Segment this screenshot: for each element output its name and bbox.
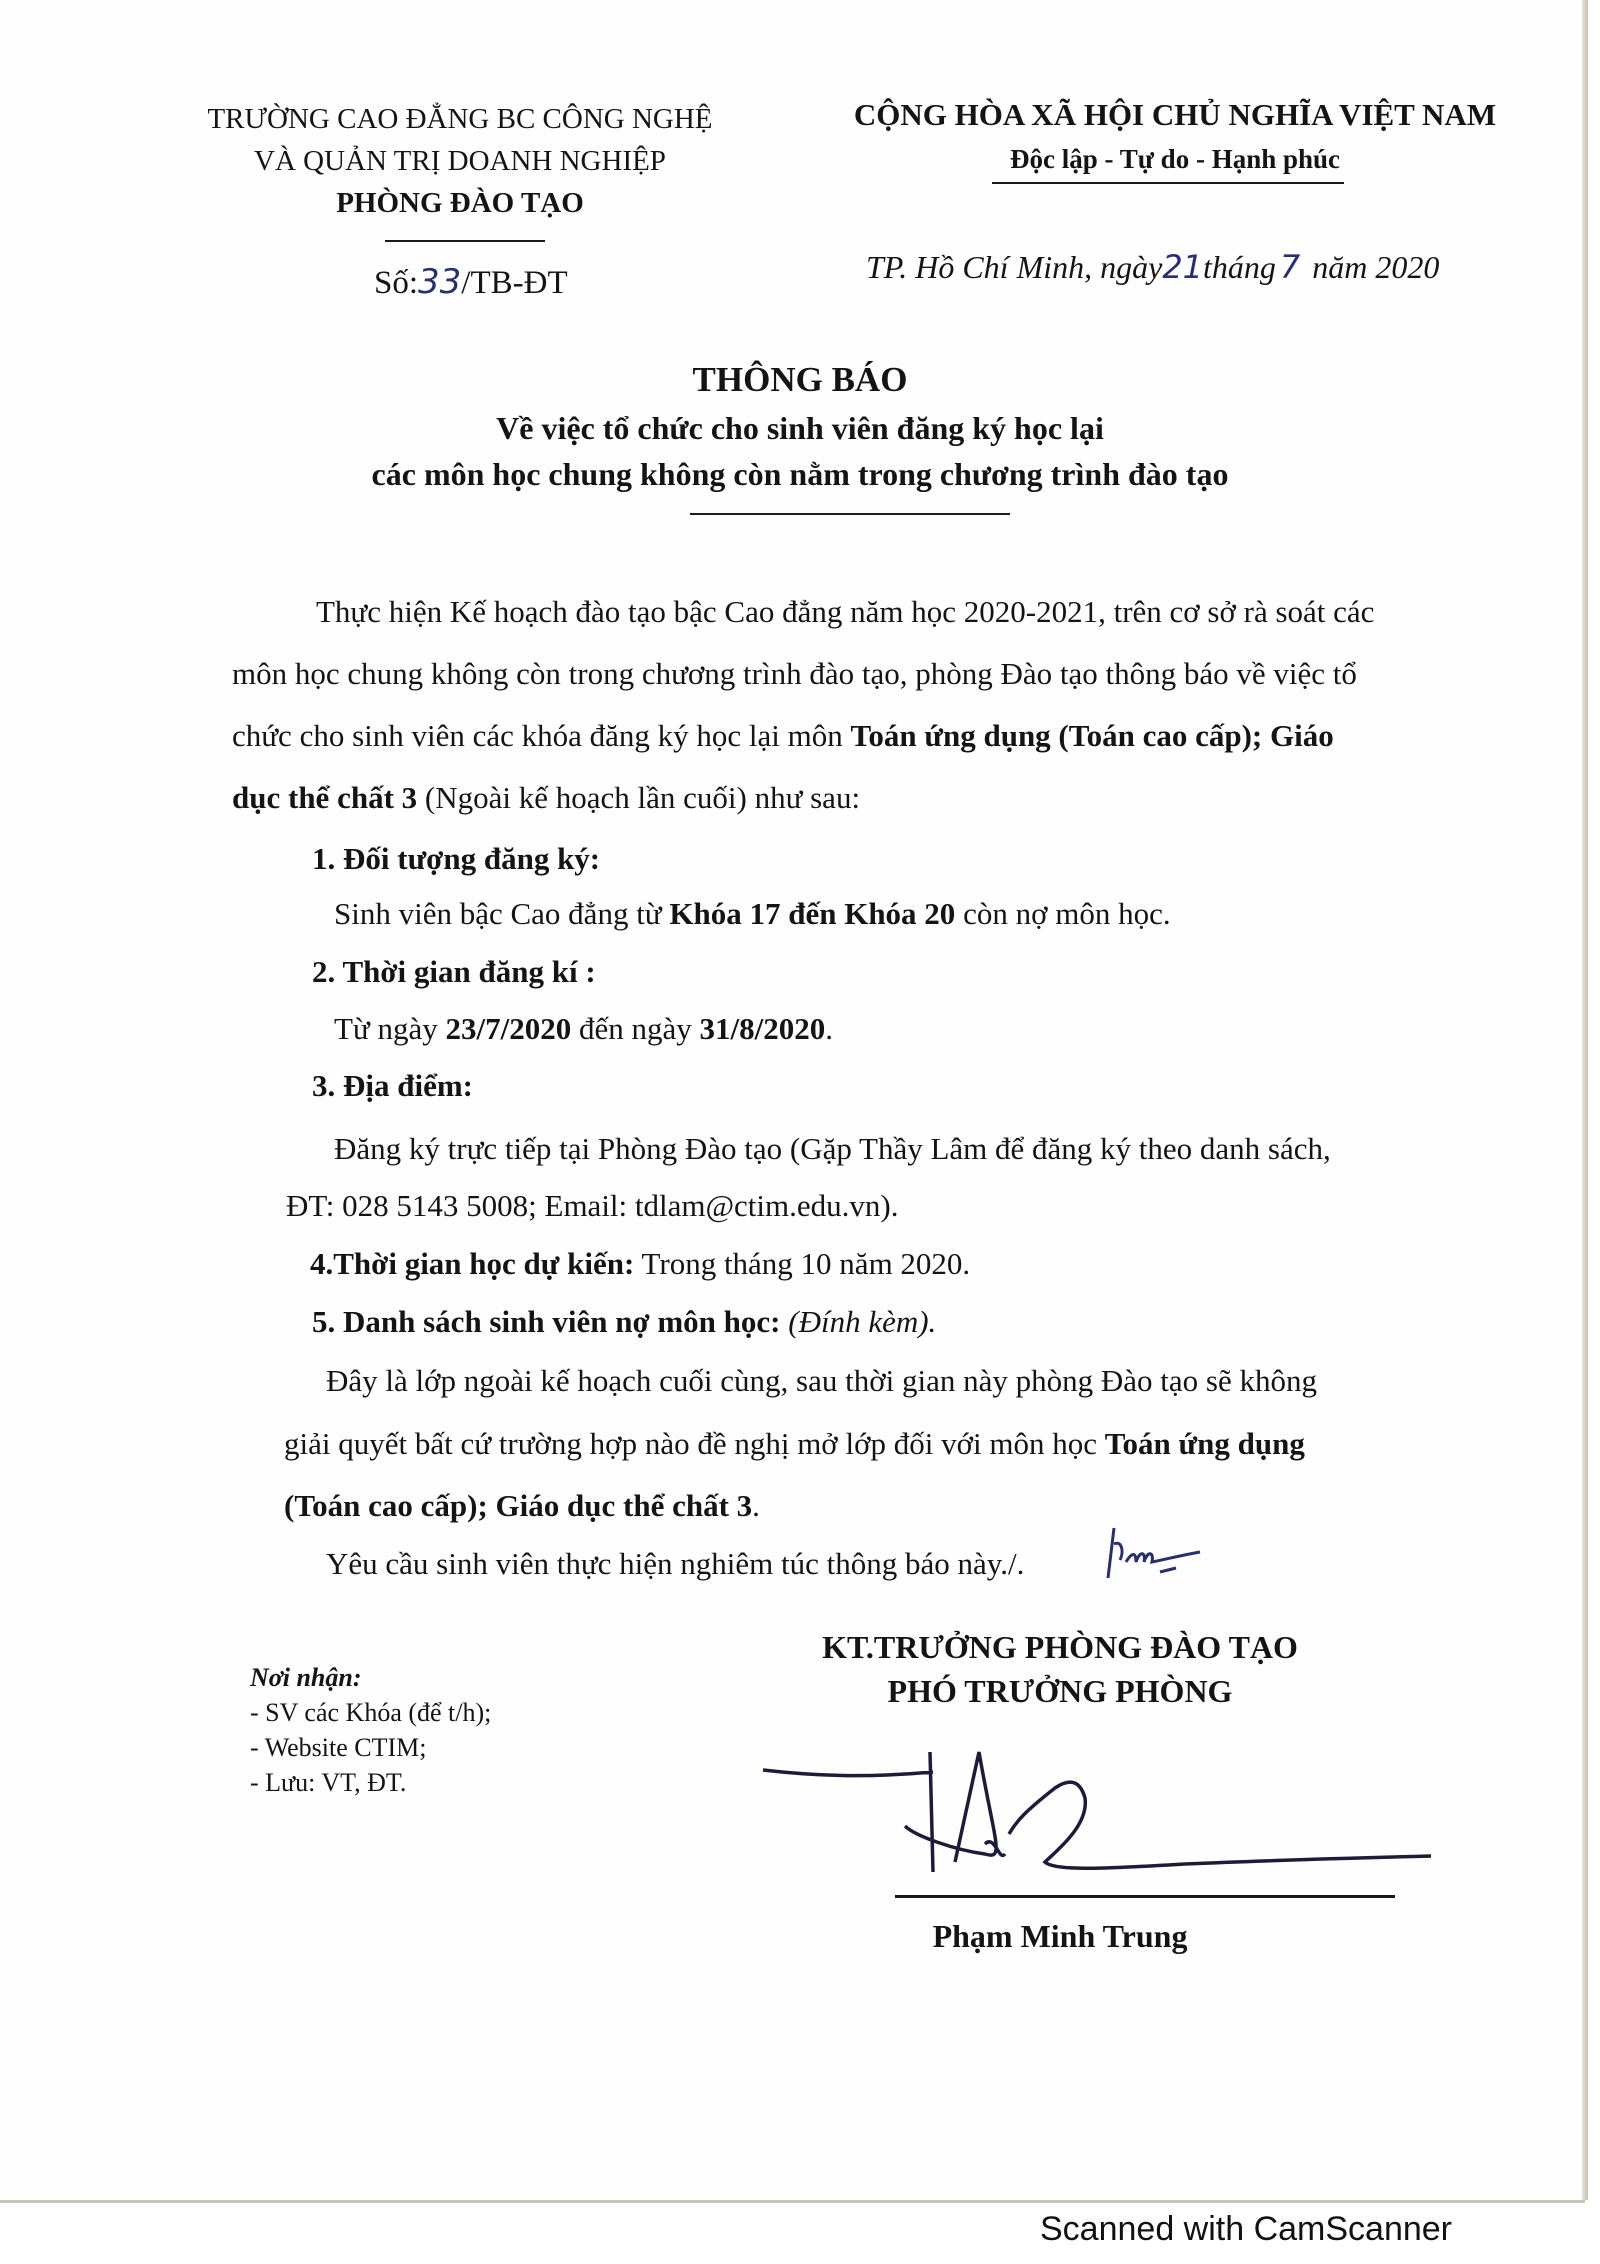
section-1-heading: 1. Đối tượng đăng ký: — [312, 841, 601, 876]
org-line-1: TRƯỜNG CAO ĐẲNG BC CÔNG NGHỆ — [207, 103, 713, 135]
closing-line-3 — [284, 1487, 760, 1524]
document-subtitle-1: Về việc tổ chức cho sinh viên đăng ký học lại — [496, 410, 1104, 446]
page-edge — [1582, 0, 1588, 2200]
closing-line-2-text: giải quyết bất cứ trường hợp nào đề nghị mở lớp đối với môn học — [284, 1426, 1105, 1461]
section-5-heading: 5. Danh sách sinh viên nợ môn học: — [312, 1304, 781, 1339]
closing-line-2 — [284, 1425, 1305, 1462]
subject-pe3: dục thể chất 3 — [232, 780, 418, 815]
intro-line-4-text: (Ngoài kế hoạch lần cuối) như sau: — [417, 780, 861, 815]
signer-title-1: KT.TRƯỞNG PHÒNG ĐÀO TẠO — [822, 1629, 1298, 1665]
signer-title-2: PHÓ TRƯỞNG PHÒNG — [887, 1673, 1233, 1709]
country-name: CỘNG HÒA XÃ HỘI CHỦ NGHĨA VIỆT NAM — [853, 97, 1497, 132]
number-prefix: Số: — [374, 265, 419, 301]
intro-line-3-text: chức cho sinh viên các khóa đăng ký học lại môn — [232, 718, 851, 753]
place-date — [866, 248, 1439, 286]
closing-line-1: Đây là lớp ngoài kế hoạch cuối cùng, sau thời gian này phòng Đào tạo sẽ không — [326, 1363, 1317, 1398]
recipients-block — [250, 1660, 491, 1800]
document-number — [374, 262, 568, 302]
date-prefix: TP. Hồ Chí Minh, ngày — [866, 249, 1163, 285]
document-subtitle-2: các môn học chung không còn nằm trong chương trình đào tạo — [371, 456, 1229, 492]
title-underline — [690, 513, 1010, 515]
registration-end: 31/8/2020 — [699, 1011, 826, 1046]
date-year: năm 2020 — [1304, 249, 1440, 285]
subject-names: Toán ứng dụng (Toán cao cấp); Giáo — [850, 718, 1334, 753]
section-1-text — [334, 895, 1171, 932]
section-3-heading: 3. Địa điểm: — [312, 1068, 474, 1103]
section-5 — [312, 1303, 936, 1340]
department-name: PHÒNG ĐÀO TẠO — [336, 187, 584, 219]
header-left — [150, 98, 770, 224]
org-line-2: VÀ QUẢN TRỊ DOANH NGHIỆP — [254, 145, 666, 177]
header-left-underline — [385, 240, 545, 242]
signer-title — [780, 1625, 1340, 1713]
intro-line-4 — [232, 779, 860, 816]
closing-request: Yêu cầu sinh viên thực hiện nghiêm túc thông báo này./. — [326, 1546, 1025, 1581]
recipients-heading: Nơi nhận: — [250, 1663, 362, 1692]
intro-line-2: môn học chung không còn trong chương trình đào tạo, phòng Đào tạo thông báo về việc tổ — [232, 656, 1357, 691]
scanner-watermark: Scanned with CamScanner — [1040, 2210, 1453, 2248]
intro-line-1: Thực hiện Kế hoạch đào tạo bậc Cao đẳng năm học 2020-2021, trên cơ sở rà soát các — [316, 594, 1375, 629]
document-title: THÔNG BÁO — [692, 360, 908, 399]
section-4-heading: 4.Thời gian học dự kiến: — [310, 1246, 635, 1281]
signer-name: Phạm Minh Trung — [932, 1918, 1188, 1954]
section-3-line-2: ĐT: 028 5143 5008; Email: tdlam@ctim.edu.vn). — [286, 1188, 899, 1223]
cohort-range: Khóa 17 đến Khóa 20 — [669, 896, 956, 931]
closing-subject: Toán ứng dụng — [1104, 1426, 1305, 1461]
number-suffix: /TB-ĐT — [461, 265, 568, 301]
section-4-text: Trong tháng 10 năm 2020. — [634, 1246, 971, 1281]
section-2-text — [334, 1010, 833, 1047]
closing-subjects: (Toán cao cấp); Giáo dục thể chất 3 — [284, 1488, 753, 1523]
number-handwritten: 33 — [418, 262, 462, 302]
s2-mid: đến ngày — [571, 1011, 700, 1046]
date-month: 7 — [1279, 248, 1301, 286]
registration-start: 23/7/2020 — [445, 1011, 572, 1046]
recipient-item: - Website CTIM; — [250, 1733, 427, 1762]
closing-line-3-end: . — [752, 1488, 760, 1523]
date-day: 21 — [1162, 248, 1204, 286]
s1-post: còn nợ môn học. — [955, 896, 1171, 931]
recipient-item: - SV các Khóa (để t/h); — [250, 1698, 492, 1727]
national-motto: Độc lập - Tự do - Hạnh phúc — [1009, 144, 1341, 174]
s2-pre: Từ ngày — [334, 1011, 446, 1046]
section-2-heading: 2. Thời gian đăng kí : — [312, 954, 596, 989]
section-5-attachment: (Đính kèm). — [780, 1304, 937, 1339]
initials-signature — [1100, 1522, 1210, 1582]
motto-underline — [992, 182, 1344, 184]
section-4 — [310, 1245, 970, 1282]
handwritten-signature — [755, 1722, 1455, 1882]
intro-line-3 — [232, 717, 1334, 754]
recipient-item: - Lưu: VT, ĐT. — [250, 1768, 407, 1797]
date-month-label: tháng — [1203, 249, 1276, 285]
section-3-line-1: Đăng ký trực tiếp tại Phòng Đào tạo (Gặp Thầy Lâm để đăng ký theo danh sách, — [334, 1131, 1331, 1166]
s1-pre: Sinh viên bậc Cao đẳng từ — [334, 896, 670, 931]
signature-underline — [895, 1895, 1395, 1898]
s2-post: . — [825, 1011, 833, 1046]
